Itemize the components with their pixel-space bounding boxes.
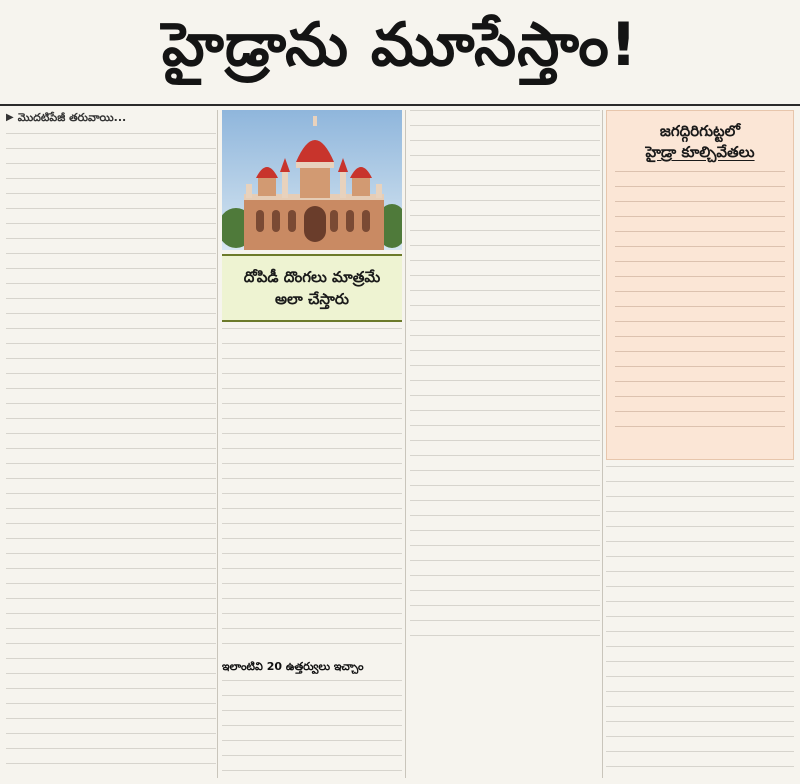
- column-2-text-lines: [222, 328, 402, 656]
- column-2-lower-text-lines: [222, 680, 402, 776]
- column-3-text-lines: [410, 110, 600, 648]
- sub-heading: ఇలాంటివి 20 ఉత్తర్వులు ఇచ్చాం: [222, 660, 364, 673]
- sidebar-text-lines: [615, 171, 785, 441]
- pull-quote-text: దోపిడీ దొంగలు మాత్రమే అలా చేస్తారు: [243, 268, 381, 308]
- column-rule: [217, 110, 218, 778]
- sidebar-box: [606, 110, 794, 460]
- sidebar-title-line-1: జగద్గిరిగుట్టలో: [659, 122, 741, 140]
- article-column-1: [6, 110, 216, 778]
- sidebar-title: [607, 111, 793, 171]
- pull-quote-box: [222, 254, 402, 322]
- column-1-text-lines: [6, 133, 216, 773]
- continued-from-text: మొదటిపేజీ తరువాయి...: [17, 111, 127, 124]
- article-column-2: [222, 328, 402, 658]
- column-rule: [602, 110, 603, 778]
- sidebar-body: [607, 171, 793, 441]
- high-court-building-icon: [222, 110, 402, 250]
- arrow-right-icon: ▶: [6, 112, 14, 123]
- column-rule: [405, 110, 406, 778]
- headline: హైడ్రాను మూసేస్తాం!: [0, 0, 800, 106]
- high-court-photo: [222, 110, 402, 250]
- article-column-4: [606, 466, 794, 778]
- article-column-2-lower: [222, 680, 402, 778]
- column-4-text-lines: [606, 466, 794, 776]
- continued-from-label: [6, 110, 216, 125]
- article-column-3: [410, 110, 600, 778]
- sidebar-title-line-2: హైడ్రా కూల్చివేతలు: [645, 143, 755, 161]
